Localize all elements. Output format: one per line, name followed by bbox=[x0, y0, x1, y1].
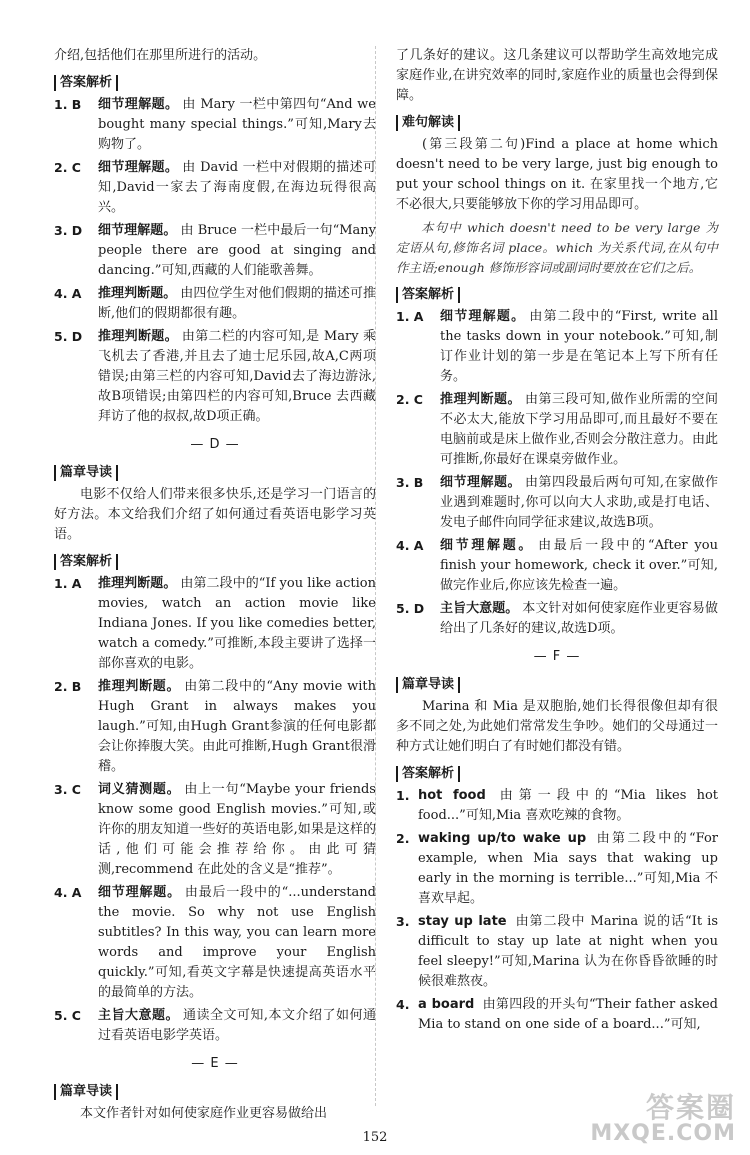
answers-head-c: 答案解析 bbox=[54, 75, 118, 91]
answer-number: 4. A bbox=[54, 885, 82, 900]
watermark-line2: MXQE.COM bbox=[590, 1121, 736, 1146]
answer-item-c bbox=[54, 95, 376, 155]
answer-number: 5. D bbox=[54, 329, 83, 344]
answer-explanation: 由 Bruce 一栏中最后一句“Many people there are good at singing and dancing.”可知,西藏的人们能歌善舞。 bbox=[98, 223, 376, 278]
answer-number: 5. C bbox=[54, 1008, 81, 1023]
watermark-line1: 答案圈 bbox=[645, 1091, 736, 1124]
answer-item-f bbox=[396, 912, 718, 992]
answers-list-d bbox=[54, 574, 376, 1046]
answers-list-c bbox=[54, 95, 376, 427]
question-type: 推理判断题。 bbox=[98, 679, 181, 694]
answer-number: 3. D bbox=[54, 223, 83, 238]
answers-list-f bbox=[396, 786, 718, 1035]
guide-text-f: Marina 和 Mia 是双胞胎,她们长得很像但却有很多不同之处,为此她们常常发生争吵。她们的父母通过一种方式让她们明白了有时她们都没有错。 bbox=[396, 699, 718, 754]
question-type: 主旨大意题。 bbox=[98, 1008, 179, 1023]
answer-body bbox=[418, 786, 718, 826]
answer-item-f bbox=[396, 829, 718, 909]
answer-number: 1. bbox=[396, 788, 410, 803]
answer-body bbox=[440, 307, 718, 387]
section-f-separator: — F — bbox=[533, 649, 581, 664]
answer-item-d bbox=[54, 883, 376, 1003]
answer-explanation: 由第二段中的“First, write all the tasks down in your notebook.”可知,制订作业计划的第一步是在笔记本上写下所有任务。 bbox=[440, 309, 718, 384]
guide-head-d: 篇章导读 bbox=[54, 465, 118, 481]
answer-number: 2. B bbox=[54, 679, 82, 694]
answer-item-c bbox=[54, 327, 376, 427]
answer-item-d bbox=[54, 1006, 376, 1046]
question-type: 细节理解题。 bbox=[98, 223, 177, 238]
left-column bbox=[54, 46, 376, 1127]
hard-sentence-head: 难句解读 bbox=[396, 115, 460, 131]
answer-explanation: 由第二段中的“For example, when Mia says that waking up early in the morning is terrible...”可知,Mia 不喜欢早起。 bbox=[418, 831, 718, 906]
answer-explanation: 由上一句“Maybe your friends know some good English movies.”可知,或许你的朋友知道一些好的英语电影,如果是这样的话,他们可能会推荐给你。由此可猜测,recommend 在此处的含义是“推荐”。 bbox=[98, 782, 376, 877]
answer-body bbox=[98, 574, 376, 674]
question-type: 推理判断题。 bbox=[98, 576, 177, 591]
answer-explanation: 由第四段最后两句可知,在家做作业遇到难题时,你可以向大人求助,或是打电话、发电子邮件向同学征求建议,故选B项。 bbox=[440, 475, 718, 530]
question-type: 词义猜测题。 bbox=[98, 782, 181, 797]
right-column bbox=[396, 46, 718, 1038]
answer-body bbox=[98, 677, 376, 777]
answer-body bbox=[418, 995, 718, 1035]
answer-body bbox=[440, 536, 718, 596]
answer-item-e bbox=[396, 390, 718, 470]
answer-key: hot food bbox=[418, 788, 486, 803]
answer-body bbox=[440, 473, 718, 533]
question-type: 细节理解题。 bbox=[98, 160, 179, 175]
intro-tail: 介绍,包括他们在那里所进行的活动。 bbox=[54, 48, 267, 63]
answers-list-e bbox=[396, 307, 718, 639]
answer-number: 1. A bbox=[396, 309, 424, 324]
answer-body bbox=[440, 599, 718, 639]
answer-item-c bbox=[54, 284, 376, 324]
question-type: 推理判断题。 bbox=[440, 392, 521, 407]
guide-text-e-cont: 了几条好的建议。这几条建议可以帮助学生高效地完成家庭作业,在讲究效率的同时,家庭作业的质量也会得到保障。 bbox=[396, 48, 718, 103]
answer-body bbox=[98, 284, 376, 324]
answer-body bbox=[418, 912, 718, 992]
answer-item-e bbox=[396, 473, 718, 533]
answer-explanation: 通读全文可知,本文介绍了如何通过看英语电影学英语。 bbox=[98, 1008, 376, 1043]
answer-number: 1. A bbox=[54, 576, 82, 591]
answer-number: 4. bbox=[396, 997, 410, 1012]
answer-explanation: 由第四段的开头句“Their father asked Mia to stand on one side of a board...”可知, bbox=[418, 997, 718, 1032]
question-type: 细节理解题。 bbox=[98, 97, 179, 112]
answer-number: 3. bbox=[396, 914, 410, 929]
answer-item-f bbox=[396, 786, 718, 826]
answer-explanation: 由最后一段中的“After you finish your homework, check it over.”可知,做完作业后,你应该先检查一遍。 bbox=[440, 538, 718, 593]
answer-key: a board bbox=[418, 997, 475, 1012]
answer-number: 4. A bbox=[396, 538, 424, 553]
watermark-logo bbox=[590, 1091, 736, 1147]
answer-key: stay up late bbox=[418, 914, 507, 929]
hard-sentence: (第三段第二句)Find a place at home which doesn't need to be very large, just big enough to put your school things on it. 在家里找一个地方,它不必很大,只要能够放下你的学习用品即可。 bbox=[396, 137, 718, 212]
answers-head-f: 答案解析 bbox=[396, 766, 460, 782]
answer-explanation: 由最后一段中的“...understand the movie. So why not use English subtitles? In this way, you can learn more words and improve your English quickly.”可知,看英文字幕是快速提高英语水平的最简单的方法。 bbox=[98, 885, 376, 1000]
answers-head-d: 答案解析 bbox=[54, 554, 118, 570]
answer-body bbox=[98, 1006, 376, 1046]
answer-explanation: 由 Mary 一栏中第四句“And we bought many special things.”可知,Mary去购物了。 bbox=[98, 97, 376, 152]
page-number: 152 bbox=[362, 1130, 388, 1145]
answer-body bbox=[98, 158, 376, 218]
answer-explanation: 由第三段可知,做作业所需的空间不必太大,能放下学习用品即可,而且最好不要在电脑前或是床上做作业,否则会分散注意力。由此可推断,你最好在课桌旁做作业。 bbox=[440, 392, 718, 467]
section-e-separator: — E — bbox=[191, 1056, 239, 1071]
guide-head-e: 篇章导读 bbox=[54, 1084, 118, 1100]
hard-sentence-note: 本句中 which doesn't need to be very large 为定语从句,修饰名词 place。which 为关系代词,在从句中作主语;enough 修饰形容词或副词时要放在它们之后。 bbox=[396, 220, 718, 275]
question-type: 细节理解题。 bbox=[440, 309, 526, 324]
guide-head-f: 篇章导读 bbox=[396, 677, 460, 693]
answer-explanation: 由第二段中的“If you like action movies, watch an action movie like Indiana Jones. If you like comedies better, watch a comedy.”可推断,本段主要讲了选择一部你喜欢的电影。 bbox=[98, 576, 376, 671]
answer-number: 3. B bbox=[396, 475, 424, 490]
answer-number: 5. D bbox=[396, 601, 425, 616]
answer-explanation: 由第二栏的内容可知,是 Mary 乘飞机去了香港,并且去了迪士尼乐园,故A,C两项错误;由第三栏的内容可知,David去了海边游泳,故B项错误;由第四栏的内容可知,Bruce 去西藏拜访了他的叔叔,故D项正确。 bbox=[98, 329, 376, 424]
answer-item-f bbox=[396, 995, 718, 1035]
answer-item-d bbox=[54, 677, 376, 777]
answer-explanation: 由四位学生对他们假期的描述可推断,他们的假期都很有趣。 bbox=[98, 286, 376, 321]
answer-explanation: 由 David 一栏中对假期的描述可知,David一家去了海南度假,在海边玩得很高兴。 bbox=[98, 160, 376, 215]
guide-text-e-start: 本文作者针对如何使家庭作业更容易做给出 bbox=[80, 1106, 328, 1121]
guide-text-d: 电影不仅给人们带来很多快乐,还是学习一门语言的好方法。本文给我们介绍了如何通过看英语电影学习英语。 bbox=[54, 487, 376, 542]
answer-number: 2. C bbox=[54, 160, 81, 175]
answer-item-e bbox=[396, 307, 718, 387]
question-type: 细节理解题。 bbox=[98, 885, 181, 900]
section-d-separator: — D — bbox=[190, 437, 240, 452]
answer-explanation: 由第二段中 Marina 说的话“It is difficult to stay up late at night when you feel sleepy!”可知,Marina 认为在你昏昏欲睡的时候很难熬夜。 bbox=[418, 914, 718, 989]
answers-head-e: 答案解析 bbox=[396, 287, 460, 303]
question-type: 细节理解题。 bbox=[440, 538, 535, 553]
question-type: 推理判断题。 bbox=[98, 286, 177, 301]
answer-explanation: 本文针对如何使家庭作业更容易做给出了几条好的建议,故选D项。 bbox=[440, 601, 718, 636]
answer-explanation: 由第二段中的“Any movie with Hugh Grant in always makes you laugh.”可知,由Hugh Grant参演的任何电影都会让你捧腹大笑。由此可推断,Hugh Grant很滑稽。 bbox=[98, 679, 376, 774]
answer-body bbox=[98, 221, 376, 281]
question-type: 推理判断题。 bbox=[98, 329, 178, 344]
answer-item-c bbox=[54, 221, 376, 281]
answer-body bbox=[418, 829, 718, 909]
answer-explanation: 由第一段中的“Mia likes hot food...”可知,Mia 喜欢吃辣的食物。 bbox=[418, 788, 718, 823]
answer-number: 2. bbox=[396, 831, 410, 846]
answer-body bbox=[98, 327, 376, 427]
answer-key: waking up/to wake up bbox=[418, 831, 587, 846]
answer-item-c bbox=[54, 158, 376, 218]
answer-item-e bbox=[396, 536, 718, 596]
answer-body bbox=[440, 390, 718, 470]
answer-number: 2. C bbox=[396, 392, 423, 407]
answer-item-d bbox=[54, 574, 376, 674]
question-type: 细节理解题。 bbox=[440, 475, 521, 490]
answer-body bbox=[98, 883, 376, 1003]
answer-item-d bbox=[54, 780, 376, 880]
answer-number: 4. A bbox=[54, 286, 82, 301]
answer-item-e bbox=[396, 599, 718, 639]
answer-number: 1. B bbox=[54, 97, 82, 112]
answer-body bbox=[98, 95, 376, 155]
answer-body bbox=[98, 780, 376, 880]
answer-number: 3. C bbox=[54, 782, 81, 797]
question-type: 主旨大意题。 bbox=[440, 601, 519, 616]
